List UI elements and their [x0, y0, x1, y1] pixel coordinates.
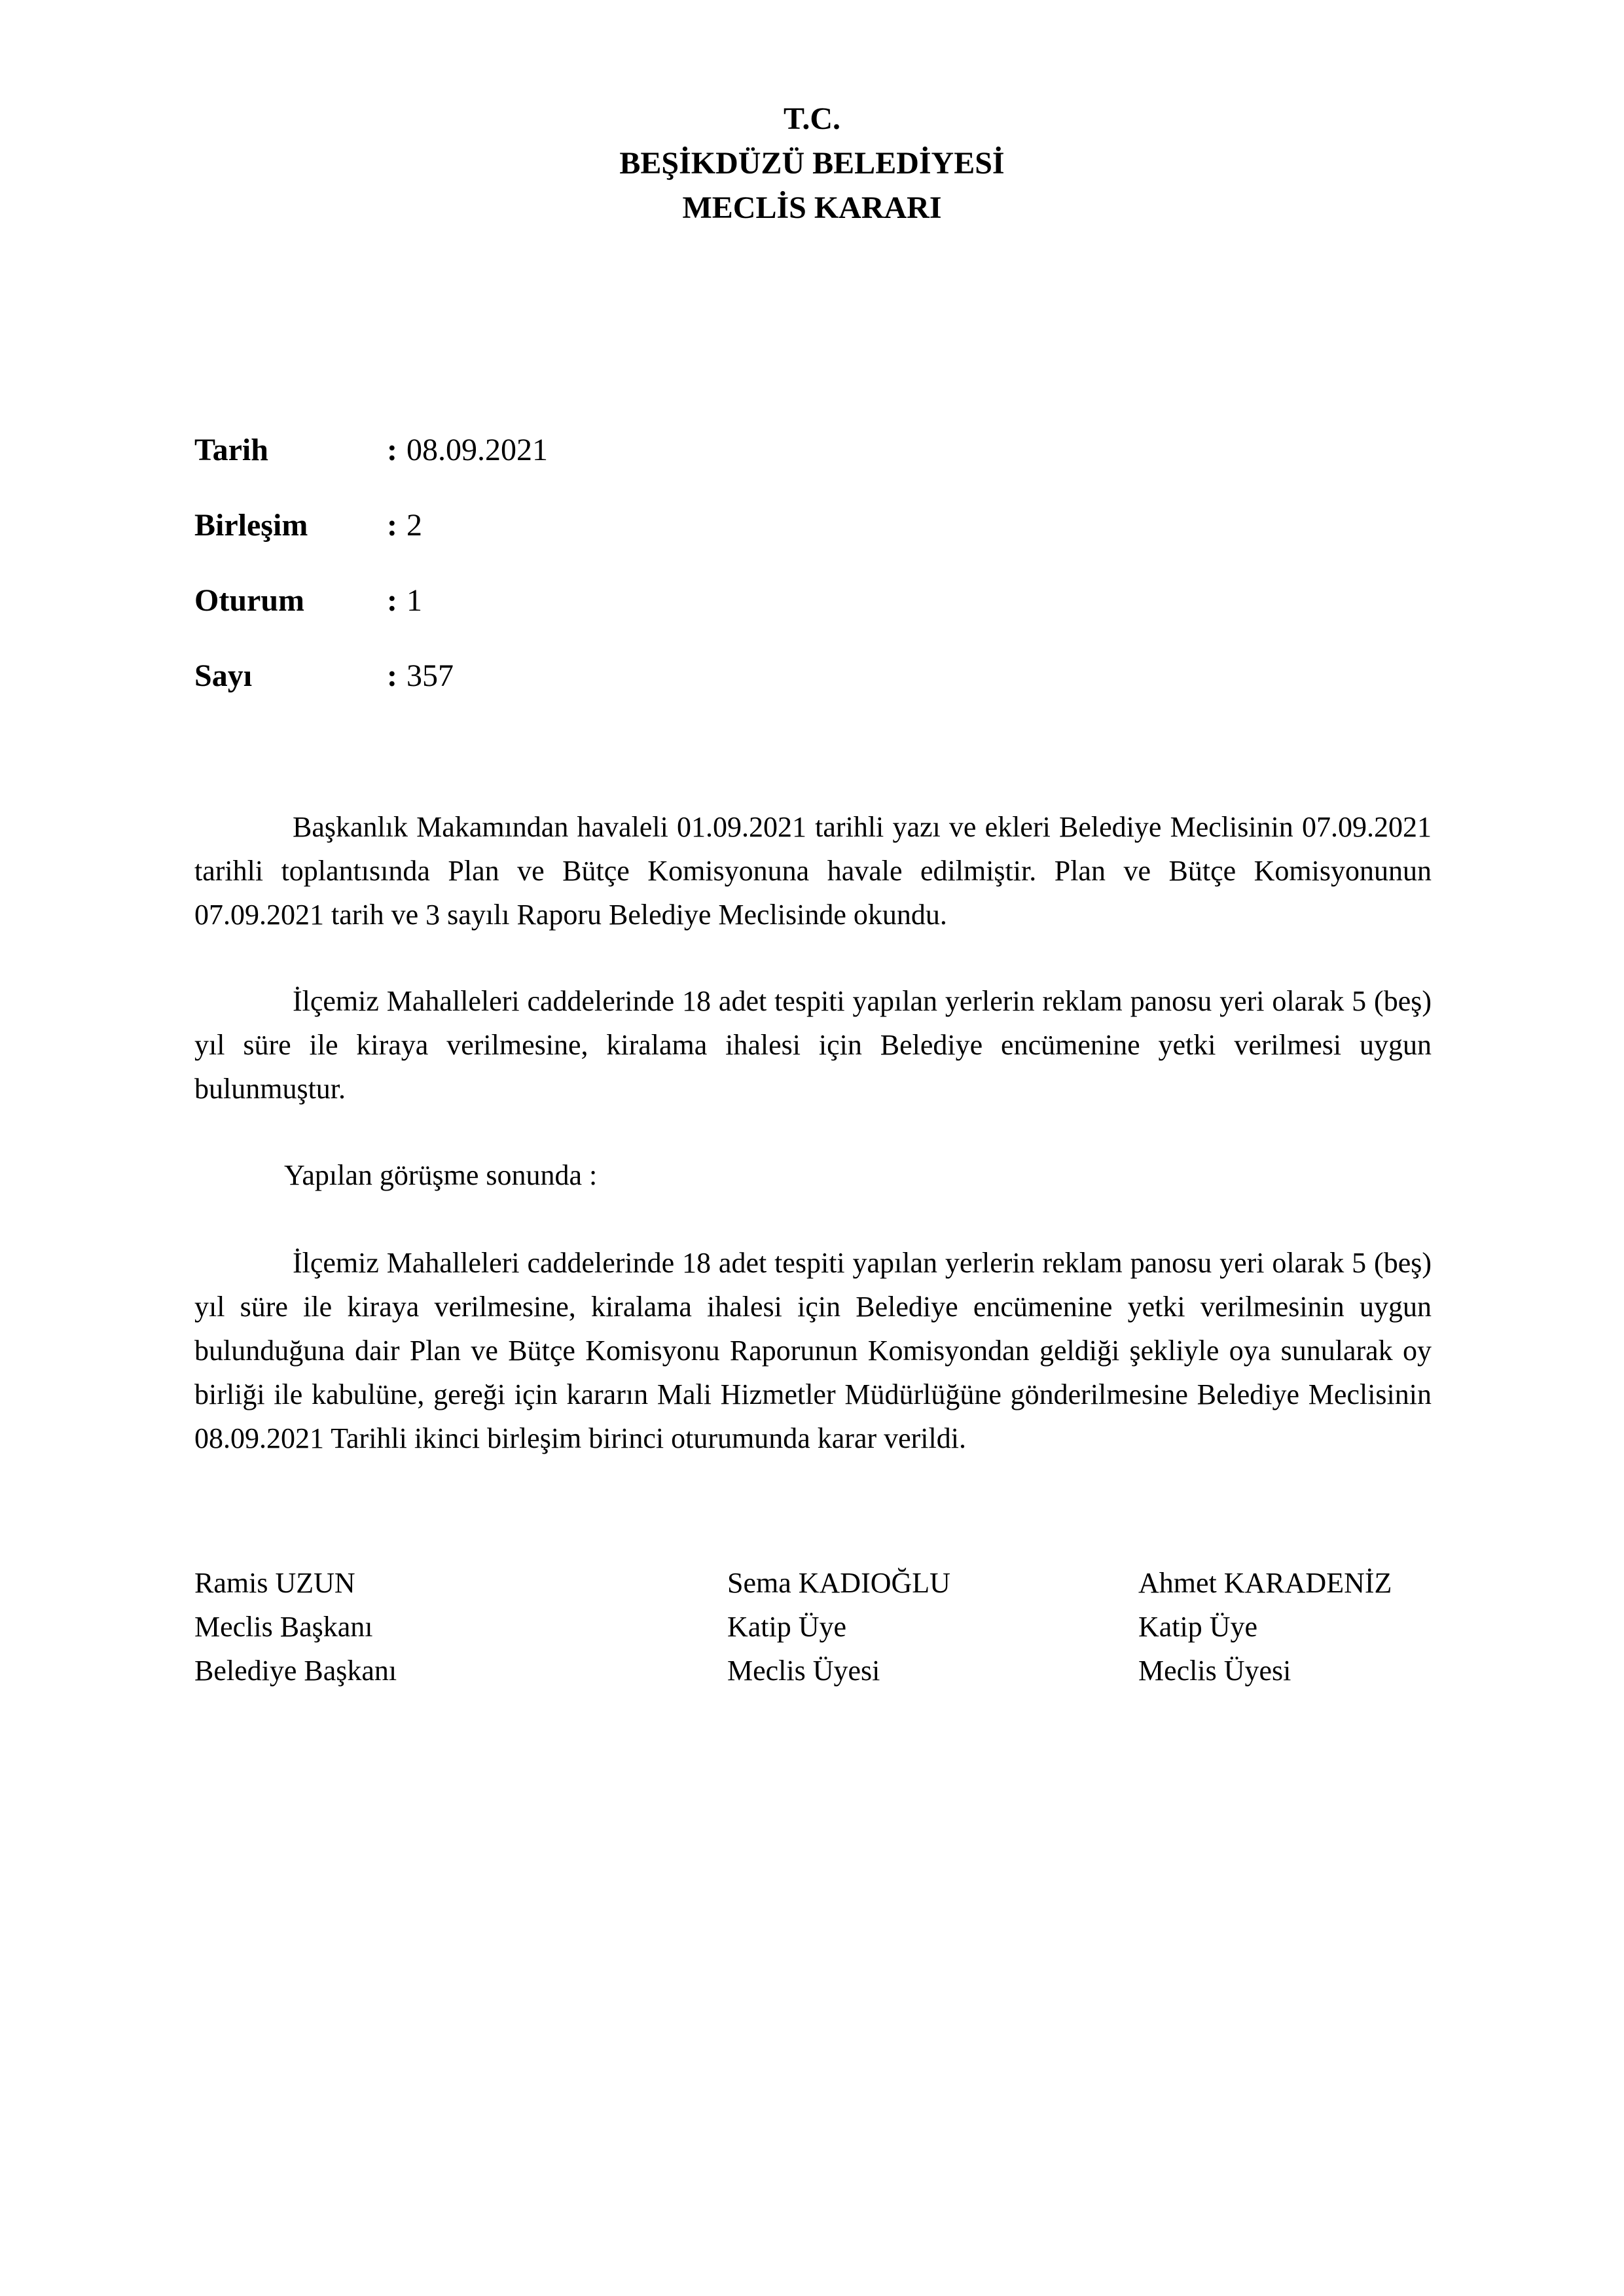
signatory-title: Meclis Üyesi	[1138, 1655, 1291, 1687]
signatory-title: Meclis Başkanı	[194, 1611, 373, 1643]
meta-colon: :	[387, 583, 397, 618]
meta-label: Sayı	[194, 658, 253, 693]
signatory-title: Meclis Üyesi	[727, 1655, 880, 1687]
meta-value: 1	[406, 583, 422, 618]
meta-label: Oturum	[194, 583, 304, 618]
meta-label: Tarih	[194, 433, 268, 467]
decision-body	[194, 805, 1432, 1503]
signatory-name: Ramis UZUN	[194, 1567, 355, 1599]
signatory-clerk-2	[1138, 1561, 1392, 1693]
signatory-title: Belediye Başkanı	[194, 1655, 397, 1687]
signature-block	[194, 1561, 1432, 1705]
meta-colon: :	[387, 508, 397, 543]
signatory-title: Katip Üye	[727, 1611, 847, 1643]
paragraph-referral: Başkanlık Makamından havaleli 01.09.2021 tarihli yazı ve ekleri Belediye Meclisinin 07.09.2021 tarihli toplantısında Plan ve Bütçe Komisyonuna havale edilmiştir. Plan ve Bütçe Komisyonunun 07.09.2021 tarih ve 3 sayılı Raporu Belediye Meclisinde okundu.	[194, 811, 1432, 931]
paragraph-deliberation-intro: Yapılan görüşme sonunda :	[284, 1159, 598, 1191]
signatory-clerk-1	[727, 1561, 950, 1693]
paragraph-decision: İlçemiz Mahalleleri caddelerinde 18 adet tespiti yapılan yerlerin reklam panosu yeri olarak 5 (beş) yıl süre ile kiraya verilmesine, kiralama ihalesi için Belediye encümenine yetki verilmesinin uygun bulunduğuna dair Plan ve Bütçe Komisyonu Raporunun Komisyondan geldiği şekliyle oya sunularak oy birliği ile kabulüne, gereği için kararın Mali Hizmetler Müdürlüğüne gönderilmesine Belediye Meclisinin 08.09.2021 Tarihli ikinci birleşim birinci oturumunda karar verildi.	[194, 1247, 1432, 1454]
meta-label: Birleşim	[194, 508, 308, 543]
header-municipality: BEŞİKDÜZÜ BELEDİYESİ	[619, 146, 1005, 181]
meta-value: 2	[406, 508, 422, 543]
header-document-type: MECLİS KARARI	[682, 190, 942, 225]
meta-value: 08.09.2021	[406, 433, 548, 467]
meta-colon: :	[387, 658, 397, 693]
signatory-name: Ahmet KARADENİZ	[1138, 1567, 1392, 1599]
header-country: T.C.	[783, 101, 841, 136]
signatory-title: Katip Üye	[1138, 1611, 1258, 1643]
signatory-name: Sema KADIOĞLU	[727, 1567, 950, 1599]
meta-colon: :	[387, 433, 397, 467]
document-header	[0, 97, 1624, 230]
meta-value: 357	[406, 658, 454, 693]
signatory-president	[194, 1561, 397, 1693]
paragraph-commission-finding: İlçemiz Mahalleleri caddelerinde 18 adet tespiti yapılan yerlerin reklam panosu yeri olarak 5 (beş) yıl süre ile kiraya verilmesine, kiralama ihalesi için Belediye encümenine yetki verilmesi uygun bulunmuştur.	[194, 985, 1432, 1105]
